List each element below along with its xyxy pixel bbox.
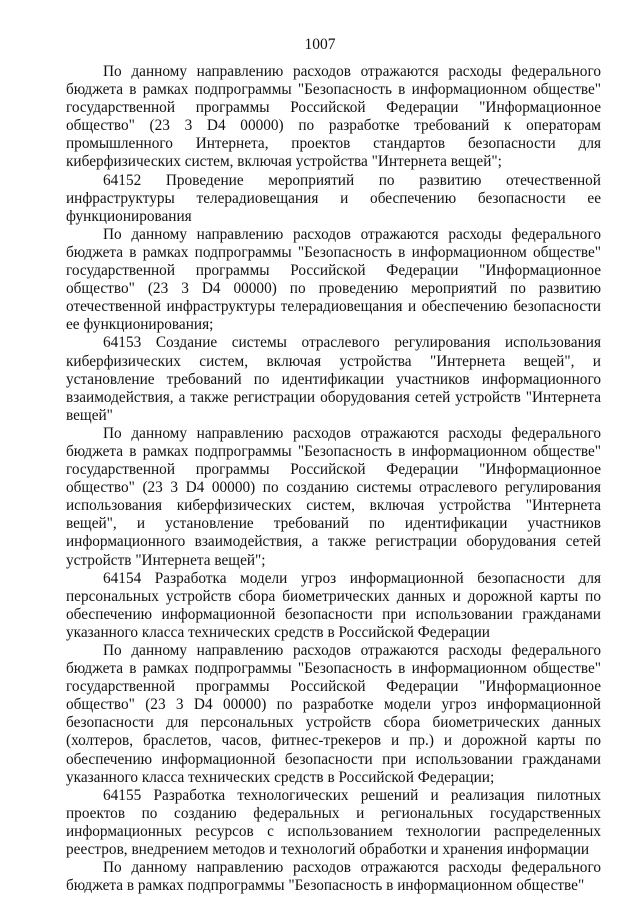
paragraph: По данному направлению расходов отражаются расходы федерального бюджета в рамках подпрограммы "Безопасность в информационном обществе" государственной программы Российской Федерации "Информационное общество" (23 3 D4 00000) по проведению мероприятий по развитию отечественной инфраструктуры телерадиовещания и обеспечению безопасности ее функционирования; xyxy=(66,225,601,334)
document-body xyxy=(66,63,601,895)
paragraph: По данному направлению расходов отражаются расходы федерального бюджета в рамках подпрограммы "Безопасность в информационном обществе" государственной программы Российской Федерации "Информационное общество" (23 3 D4 00000) по разработке модели угроз информационной безопасности для персональных устройств сбора биометрических данных (холтеров, браслетов, часов, фитнес-трекеров и пр.) и дорожной карты по обеспечению информационной безопасности при использовании гражданами указанного класса технических средств в Российской Федерации; xyxy=(66,642,601,786)
section-heading-64153: 64153 Создание системы отраслевого регулирования использования киберфизических систем, включая устройства "Интернета вещей", и установление требований по идентификации участников информационного взаимодействия, а также регистрации оборудования сетей устройств "Интернета вещей" xyxy=(66,334,601,424)
paragraph: По данному направлению расходов отражаются расходы федерального бюджета в рамках подпрограммы "Безопасность в информационном обществе" государственной программы Российской Федерации "Информационное общество" (23 3 D4 00000) по созданию системы отраслевого регулирования использования киберфизических систем, включая устройства "Интернета вещей", и установление требований по идентификации участников информационного взаимодействия, а также регистрации оборудования сетей устройств "Интернета вещей"; xyxy=(66,424,601,569)
page-number: 1007 xyxy=(304,36,336,53)
section-heading-64155: 64155 Разработка технологических решений и реализация пилотных проектов по созданию федеральных и региональных государственных информационных ресурсов с использованием технологии распределенных реестров, внедрением методов и технологий обработки и хранения информации xyxy=(66,786,601,859)
paragraph: По данному направлению расходов отражаются расходы федерального бюджета в рамках подпрограммы "Безопасность в информационном обществе" государственной программы Российской Федерации "Информационное общество" (23 3 D4 00000) по разработке требований к операторам промышленного Интернета, проектов стандартов безопасности для киберфизических систем, включая устройства "Интернета вещей"; xyxy=(66,63,601,171)
paragraph: По данному направлению расходов отражаются расходы федерального бюджета в рамках подпрограммы "Безопасность в информационном обществе" xyxy=(66,859,601,895)
section-heading-64152: 64152 Проведение мероприятий по развитию отечественной инфраструктуры телерадиовещания и обеспечению безопасности ее функционирования xyxy=(66,171,601,225)
section-heading-64154: 64154 Разработка модели угроз информационной безопасности для персональных устройств сбора биометрических данных и дорожной карты по обеспечению информационной безопасности при использовании гражданами указанного класса технических средств в Российской Федерации xyxy=(66,569,601,641)
